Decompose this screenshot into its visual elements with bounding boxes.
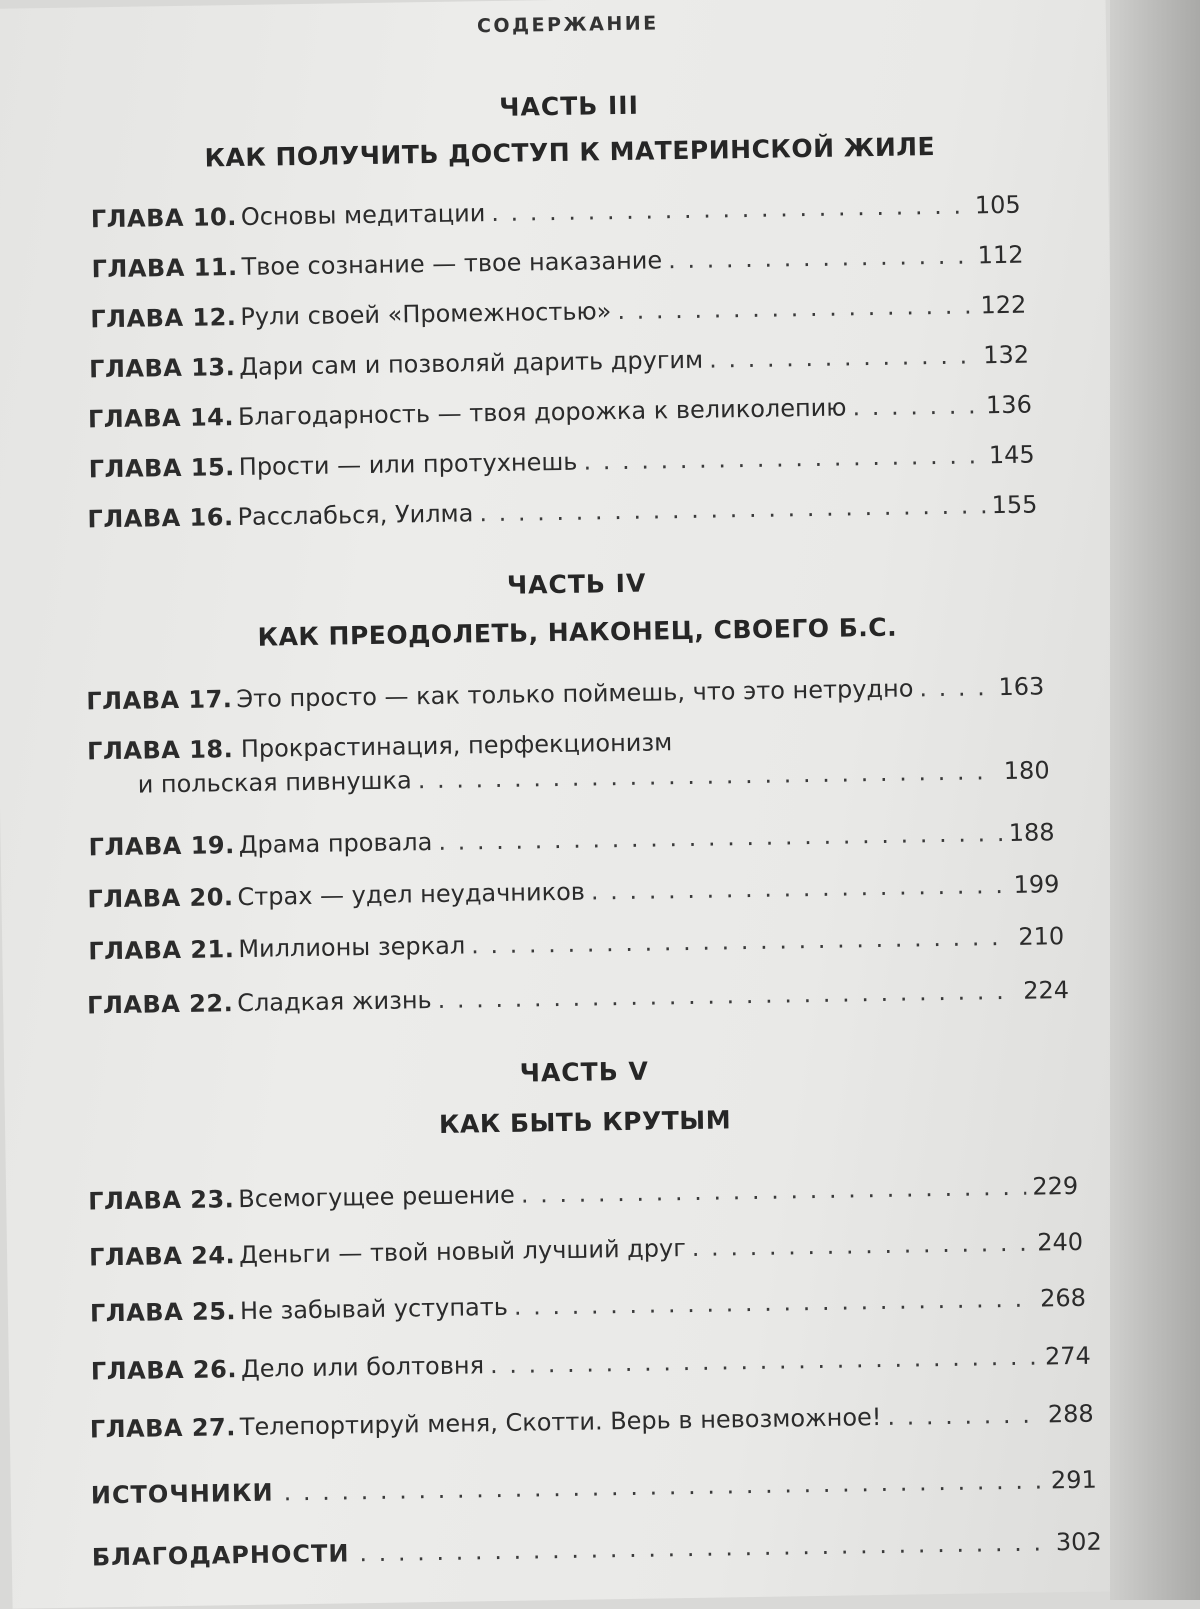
dot-leader xyxy=(491,192,969,227)
toc-entry-chapter-24[interactable] xyxy=(89,1228,1083,1272)
dot-leader xyxy=(852,391,980,421)
dot-leader xyxy=(709,341,978,373)
chapter-label: ГЛАВА 17. xyxy=(86,685,233,716)
chapter-label: ГЛАВА 21. xyxy=(88,935,235,966)
dot-leader xyxy=(514,1285,1035,1321)
chapter-title: Твое сознание — твое наказание xyxy=(241,246,663,281)
toc-entry-chapter-27[interactable] xyxy=(90,1400,1094,1444)
chapter-title: Не забывай уступать xyxy=(239,1292,509,1326)
toc-entry-chapter-19[interactable] xyxy=(88,818,1054,861)
toc-entry-chapter-25[interactable] xyxy=(90,1284,1086,1328)
dot-leader xyxy=(479,491,986,527)
dot-leader xyxy=(438,819,1003,856)
dot-leader xyxy=(417,757,998,794)
chapter-title: Страх — удел неудачников xyxy=(237,877,586,912)
part-4-subtitle: КАК ПРЕОДОЛЕТЬ, НАКОНЕЦ, СВОЕГО Б.С. xyxy=(257,612,898,652)
part-3-subtitle: КАК ПОЛУЧИТЬ ДОСТУП К МАТЕРИНСКОЙ ЖИЛЕ xyxy=(204,132,936,173)
page-number: 274 xyxy=(1044,1341,1092,1371)
dot-leader xyxy=(887,1401,1042,1431)
chapter-label: ГЛАВА 10. xyxy=(90,203,238,234)
part-5-subtitle: КАК БЫТЬ КРУТЫМ xyxy=(438,1105,732,1139)
page-number: 105 xyxy=(974,190,1021,220)
toc-entry-chapter-21[interactable] xyxy=(88,922,1064,965)
page-number: 122 xyxy=(980,290,1027,320)
chapter-label: ГЛАВА 22. xyxy=(86,989,234,1020)
toc-entry-chapter-12[interactable] xyxy=(90,291,1026,334)
back-matter-label: БЛАГОДАРНОСТИ xyxy=(91,1539,350,1572)
page-number: 199 xyxy=(1013,870,1060,899)
chapter-label: ГЛАВА 26. xyxy=(90,1355,238,1386)
toc-entry-chapter-17[interactable] xyxy=(86,672,1044,715)
dot-leader xyxy=(521,1173,1027,1209)
chapter-title: Расслабься, Уилма xyxy=(237,499,474,532)
dot-leader xyxy=(591,871,1008,906)
back-matter-label: ИСТОЧНИКИ xyxy=(90,1478,274,1510)
dot-leader xyxy=(437,977,1017,1014)
chapter-title: Миллионы зеркал xyxy=(238,931,466,964)
chapter-label: ГЛАВА 19. xyxy=(88,831,235,862)
toc-entry-chapter-14[interactable] xyxy=(88,391,1032,434)
chapter-label: ГЛАВА 12. xyxy=(90,303,237,334)
chapter-title: Сладкая жизнь xyxy=(236,986,432,1018)
toc-entry-chapter-10[interactable] xyxy=(91,191,1021,234)
chapter-label: ГЛАВА 27. xyxy=(89,1413,237,1444)
dot-leader xyxy=(617,291,975,325)
running-head: СОДЕРЖАНИЕ xyxy=(476,12,659,38)
toc-entry-acknowledgements[interactable] xyxy=(92,1528,1102,1572)
dot-leader xyxy=(359,1528,1050,1567)
chapter-title: Дело или болтовня xyxy=(240,1351,485,1384)
toc-entry-chapter-23[interactable] xyxy=(88,1172,1078,1216)
page-number: 291 xyxy=(1050,1465,1097,1495)
chapter-title: Рули своей «Промежностью» xyxy=(240,297,612,331)
page-number: 163 xyxy=(998,672,1045,702)
chapter-label: ГЛАВА 13. xyxy=(88,353,236,384)
dot-leader xyxy=(471,923,1013,959)
page-number: 268 xyxy=(1039,1283,1087,1313)
page-number: 112 xyxy=(977,240,1024,270)
page-number: 288 xyxy=(1047,1399,1094,1429)
page-number: 132 xyxy=(983,340,1030,370)
dot-leader xyxy=(692,1229,1032,1262)
toc-entry-chapter-26[interactable] xyxy=(91,1342,1091,1386)
dot-leader xyxy=(490,1343,1039,1380)
toc-entry-chapter-11[interactable] xyxy=(91,241,1023,284)
dot-leader xyxy=(919,673,993,702)
chapter-label: ГЛАВА 11. xyxy=(91,252,238,284)
chapter-label: ГЛАВА 24. xyxy=(88,1241,236,1272)
chapter-label: ГЛАВА 18. xyxy=(86,735,234,766)
book-page-edge xyxy=(1110,0,1200,1600)
chapter-title: Это просто — как только поймешь, что это нетрудно xyxy=(236,674,914,714)
chapter-title: Телепортируй меня, Скотти. Верь в невозможное! xyxy=(239,1403,882,1442)
page-number: 302 xyxy=(1055,1527,1102,1557)
toc-entry-chapter-13[interactable] xyxy=(89,341,1029,384)
page-number: 240 xyxy=(1036,1227,1084,1257)
chapter-title-continued: и польская пивнушка xyxy=(137,766,412,799)
dot-leader xyxy=(583,441,983,475)
toc-entry-chapter-16[interactable] xyxy=(87,490,1037,533)
chapter-label: ГЛАВА 15. xyxy=(88,453,235,484)
part-3-title: ЧАСТЬ III xyxy=(499,90,640,122)
chapter-title: Всемогущее решение xyxy=(238,1180,516,1214)
chapter-label: ГЛАВА 14. xyxy=(87,403,235,434)
chapter-label: ГЛАВА 16. xyxy=(87,503,234,534)
chapter-label: ГЛАВА 25. xyxy=(89,1297,237,1328)
page-number: 224 xyxy=(1023,976,1070,1005)
page-number: 136 xyxy=(985,390,1033,420)
chapter-title: Благодарность — твоя дорожка к великолепию xyxy=(237,393,847,432)
toc-entry-chapter-22[interactable] xyxy=(87,976,1069,1019)
part-5-title: ЧАСТЬ V xyxy=(519,1056,650,1088)
page-number: 210 xyxy=(1018,922,1065,951)
toc-entry-chapter-18[interactable] xyxy=(87,722,1050,799)
chapter-title: Деньги — твой новый лучший друг xyxy=(238,1234,687,1270)
part-4-title: ЧАСТЬ IV xyxy=(506,568,647,600)
toc-entry-sources[interactable] xyxy=(91,1466,1097,1510)
chapter-label: ГЛАВА 23. xyxy=(88,1185,235,1216)
chapter-title: Основы медитации xyxy=(240,199,486,231)
page-number: 145 xyxy=(988,440,1035,470)
chapter-title: Прокрастинация, перфекционизм xyxy=(240,728,673,764)
page-number: 155 xyxy=(991,490,1038,520)
chapter-title: Дари сам и позволяй дарить другим xyxy=(238,345,704,381)
page-number: 229 xyxy=(1032,1171,1079,1201)
chapter-title: Драма провала xyxy=(238,828,433,860)
toc-entry-chapter-20[interactable] xyxy=(87,870,1059,913)
page-number: 188 xyxy=(1008,818,1055,847)
page-number: 180 xyxy=(1003,756,1050,786)
chapter-label: ГЛАВА 20. xyxy=(87,883,234,914)
toc-entry-chapter-15[interactable] xyxy=(89,441,1035,484)
dot-leader xyxy=(283,1466,1045,1506)
dot-leader xyxy=(668,241,972,274)
chapter-title: Прости — или протухнешь xyxy=(238,447,578,482)
